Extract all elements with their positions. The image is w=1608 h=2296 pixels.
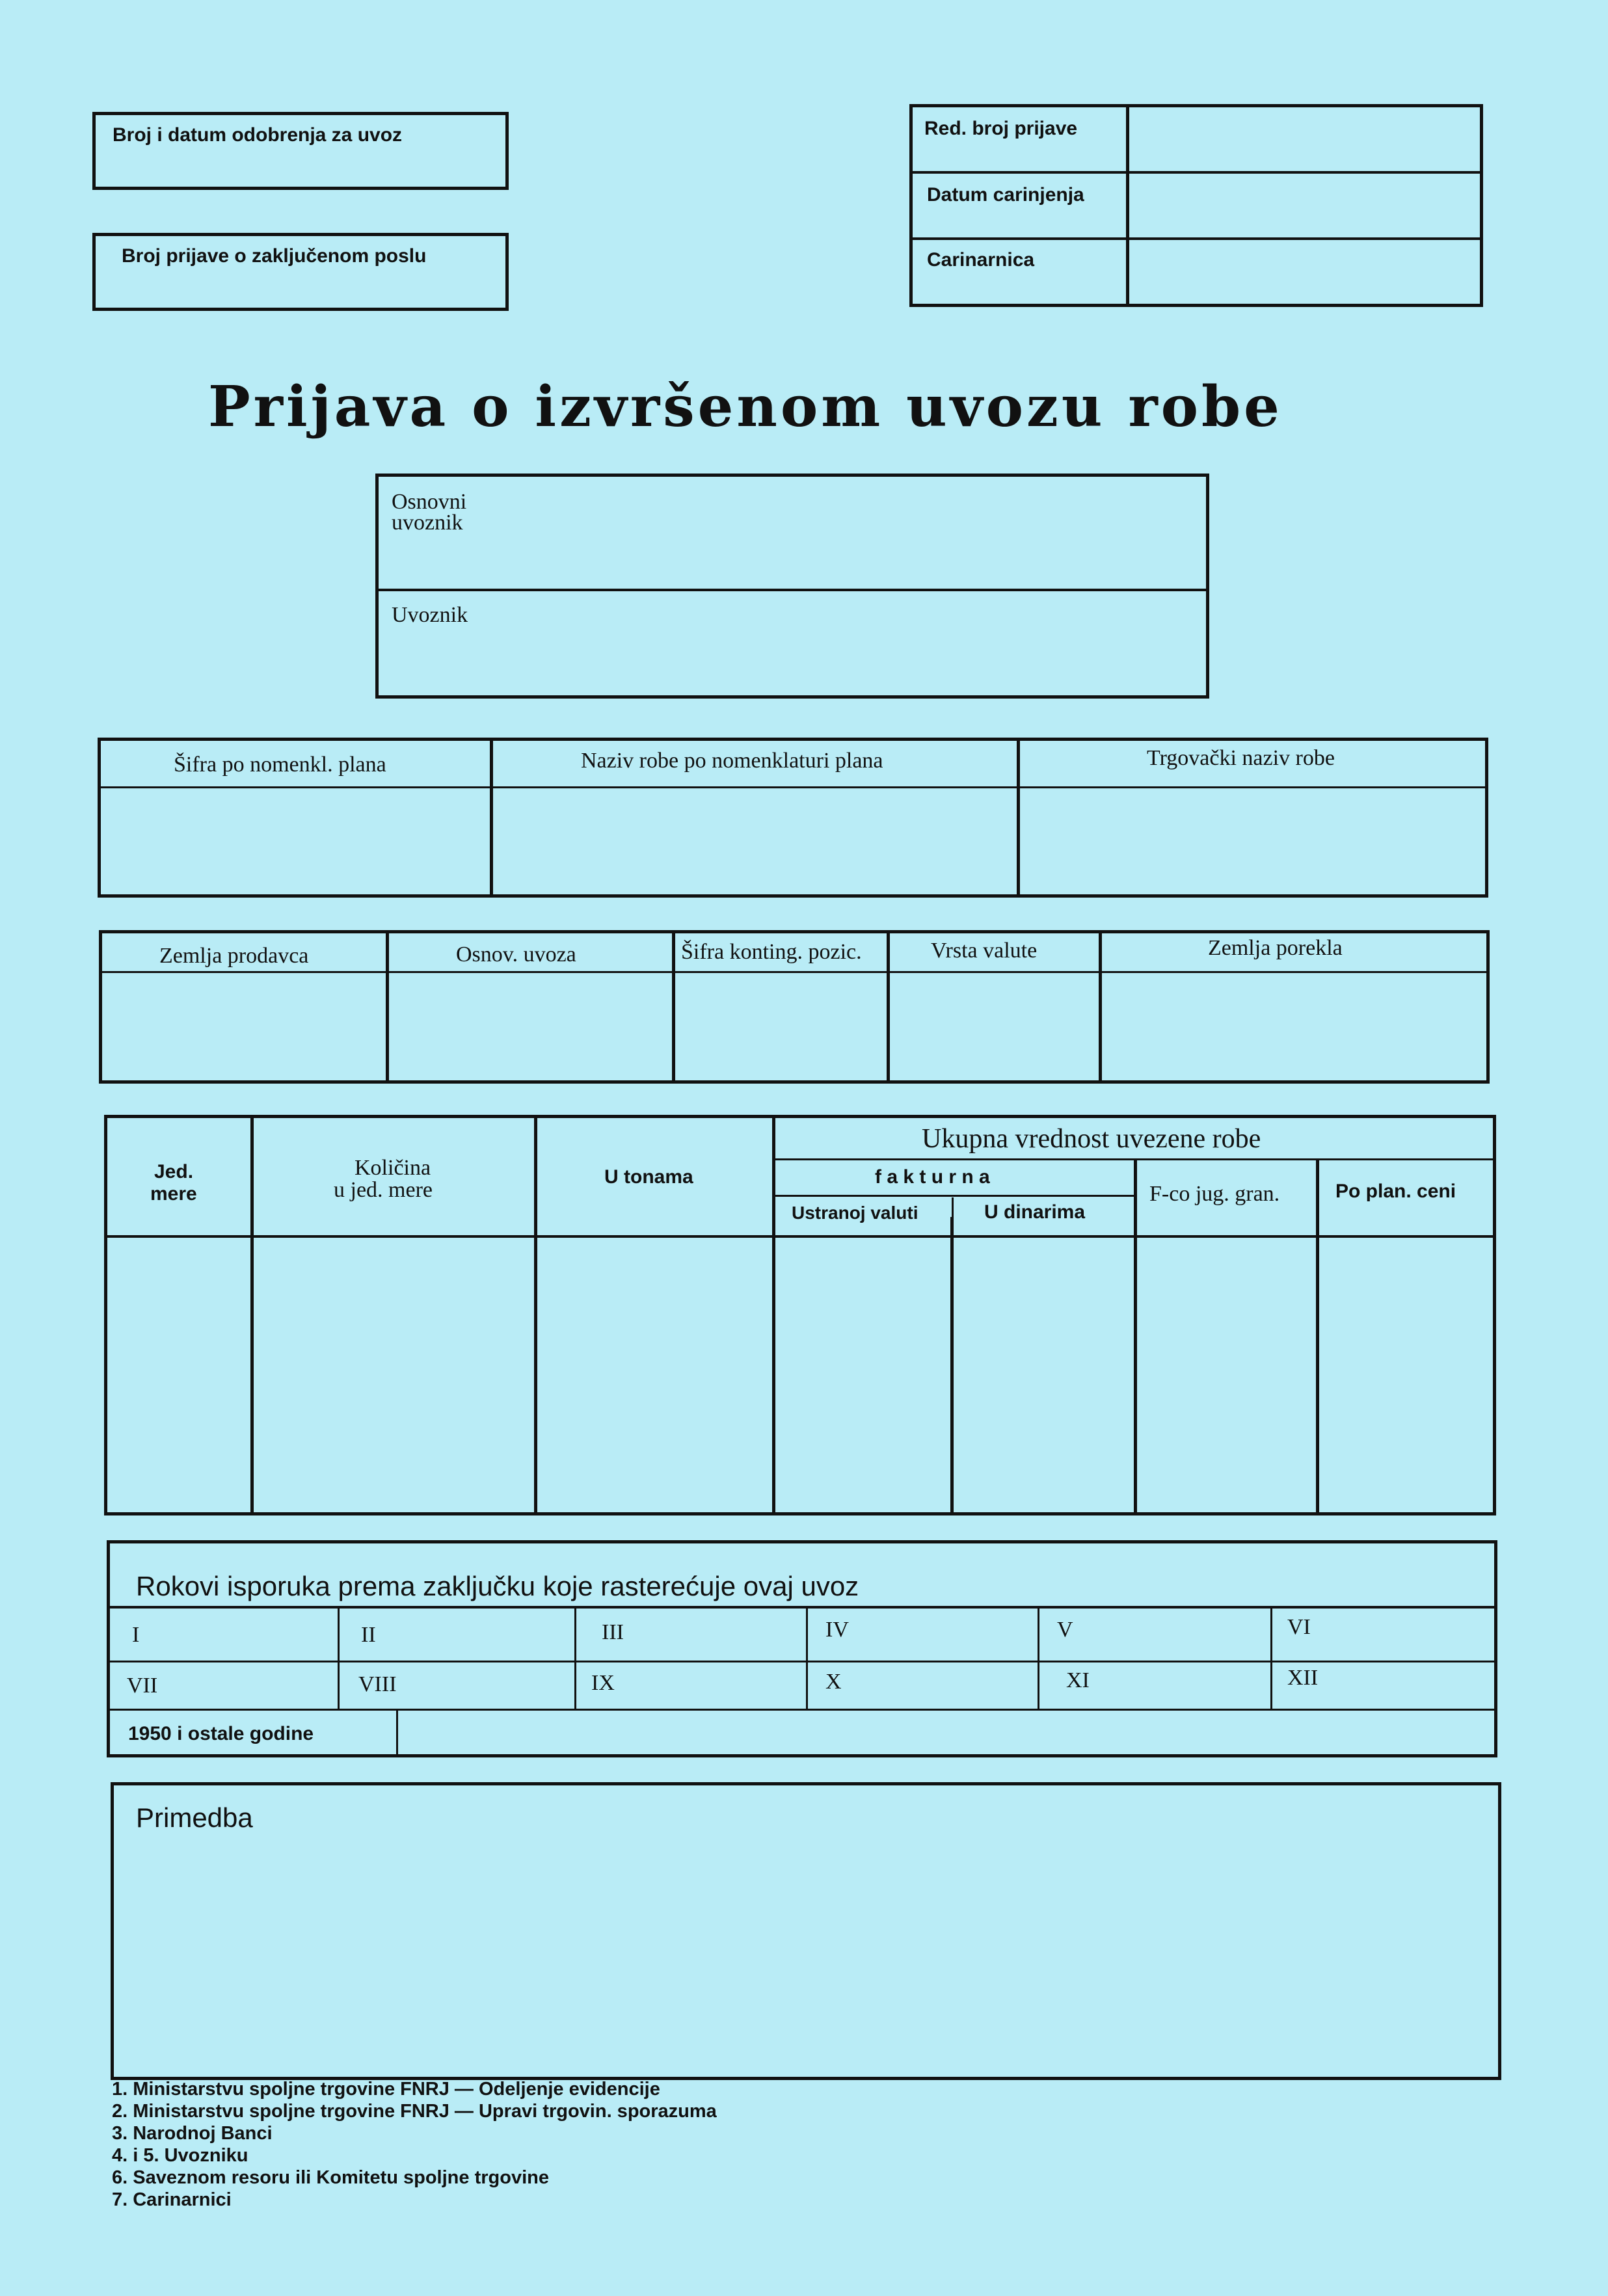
month-x: X [825, 1670, 842, 1694]
main-importer-label-1: Osnovni [392, 490, 467, 514]
month-iv: IV [825, 1618, 849, 1642]
seller-country-header: Zemlja prodavca [159, 944, 309, 968]
plan-price-header: Po plan. ceni [1335, 1181, 1456, 1202]
values-table [104, 1115, 1496, 1515]
currency-type-header: Vrsta valute [931, 939, 1038, 963]
concluded-deal-box [92, 233, 509, 311]
distribution-item: 6. Saveznom resoru ili Komitetu spoljne trgovine [112, 2167, 549, 2188]
approval-number-label: Broj i datum odobrenja za uvoz [113, 124, 403, 146]
other-years-label: 1950 i ostale godine [128, 1723, 314, 1744]
month-iii: III [602, 1620, 624, 1644]
month-v: V [1057, 1618, 1073, 1642]
distribution-item: 3. Narodnoj Banci [112, 2123, 273, 2144]
page-title: Prijava o izvršenom uvozu robe [208, 374, 1283, 440]
goods-name-header: Naziv robe po nomenklaturi plana [581, 749, 883, 773]
remarks-box [111, 1782, 1501, 2080]
deadlines-table [107, 1540, 1497, 1757]
importer-label: Uvoznik [392, 603, 468, 627]
month-i: I [132, 1623, 140, 1647]
quantity-header-1: Količina [355, 1156, 431, 1180]
month-ii: II [361, 1623, 376, 1647]
customs-date-label: Datum carinjenja [927, 184, 1084, 206]
import-basis-header: Osnov. uvoza [456, 942, 576, 967]
dinars-header: U dinarima [984, 1201, 1086, 1223]
month-xi: XI [1066, 1668, 1090, 1692]
serial-number-label: Red. broj prijave [924, 118, 1078, 139]
distribution-list [112, 2078, 717, 2211]
unit-header-2: mere [150, 1183, 197, 1205]
trade-name-header: Trgovački naziv robe [1147, 746, 1335, 770]
quantity-header-2: u jed. mere [334, 1178, 433, 1202]
goods-code-header: Šifra po nomenkl. plana [174, 753, 386, 777]
main-importer-label-2: uvoznik [392, 511, 463, 535]
total-value-header: Ukupna vrednost uvezene robe [922, 1124, 1261, 1154]
importer-box [375, 474, 1209, 699]
remarks-label: Primedba [136, 1802, 253, 1833]
month-vi: VI [1287, 1615, 1311, 1639]
invoice-header: f a k t u r n a [875, 1166, 990, 1188]
month-viii: VIII [358, 1672, 397, 1696]
goods-table [98, 738, 1488, 898]
tons-header: U tonama [604, 1166, 693, 1188]
registration-table [909, 104, 1483, 307]
distribution-item: 1. Ministarstvu spoljne trgovine FNRJ — Odeljenje evidencije [112, 2079, 660, 2100]
deadlines-title: Rokovi isporuka prema zaključku koje rasterećuje ovaj uvoz [136, 1571, 859, 1601]
customs-office-label: Carinarnica [927, 249, 1035, 271]
origin-country-header: Zemlja porekla [1208, 936, 1343, 960]
distribution-item: 7. Carinarnici [112, 2189, 232, 2210]
distribution-item: 4. i 5. Uvozniku [112, 2145, 248, 2166]
fco-border-header: F-co jug. gran. [1149, 1182, 1280, 1206]
origin-table [99, 930, 1490, 1084]
concluded-deal-label: Broj prijave o zaključenom poslu [122, 245, 427, 267]
unit-header-1: Jed. [154, 1161, 194, 1182]
distribution-item: 2. Ministarstvu spoljne trgovine FNRJ — Upravi trgovin. sporazuma [112, 2101, 717, 2122]
foreign-currency-header: Ustranoj valuti [792, 1203, 918, 1223]
quota-code-header: Šifra konting. pozic. [681, 940, 862, 964]
month-vii: VII [127, 1674, 158, 1698]
month-ix: IX [591, 1671, 615, 1695]
approval-number-box [92, 112, 509, 190]
month-xii: XII [1287, 1666, 1319, 1690]
